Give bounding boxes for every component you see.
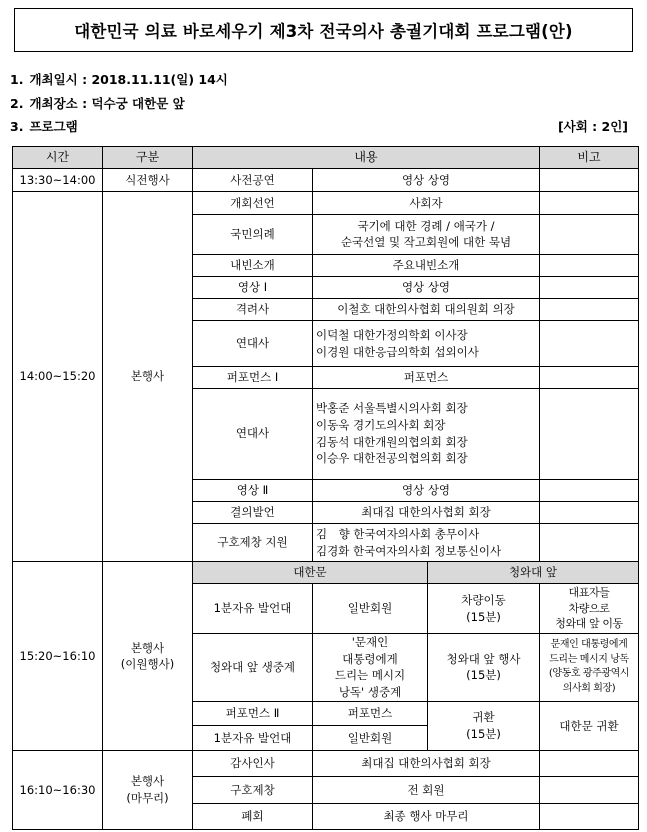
venue-header-daehanmun: 대한문: [193, 562, 428, 584]
note-cell: [540, 321, 639, 366]
item-cell: 청와대 앞 생중계: [193, 633, 313, 701]
detail-cell: [313, 299, 540, 321]
detail-line: 순국선열 및 작고회원에 대한 묵념: [340, 235, 512, 250]
item-cell: 퍼포먼스 Ⅱ: [193, 701, 313, 725]
detail-line: 주요내빈소개: [392, 258, 460, 273]
time-cell: 15:20~16:10: [13, 562, 103, 751]
header-time: 시간: [13, 147, 103, 169]
item-cell: 사전공연: [193, 169, 313, 192]
meta-date-number: 1.: [10, 72, 24, 87]
item-cell: 1분자유 발언대: [193, 584, 313, 633]
right-item-line: 귀환: [472, 710, 495, 725]
detail-cell: 최대집 대한의사협회 회장: [313, 751, 540, 777]
right-note-cell: [540, 633, 639, 701]
detail-cell: 최종 행사 마무리: [313, 803, 540, 829]
detail-cell: [313, 523, 540, 561]
detail-cell: 퍼포먼스: [313, 701, 428, 725]
page-title: 대한민국 의료 바로세우기 제3차 전국의사 총궐기대회 프로그램(안): [14, 8, 633, 52]
detail-line: 드리는 메시지: [334, 668, 406, 683]
note-cell: [540, 388, 639, 479]
detail-cell: 전 회원: [313, 777, 540, 803]
detail-cell: [313, 388, 540, 479]
detail-line: 김경화 한국여자의사회 정보통신이사: [316, 543, 502, 558]
item-cell: 구호제창: [193, 777, 313, 803]
detail-cell: [313, 214, 540, 254]
detail-cell: [313, 277, 540, 299]
category-cell: [103, 562, 193, 751]
table-header-row: [13, 147, 639, 169]
detail-cell: [313, 366, 540, 388]
detail-cell: 일반회원: [313, 726, 428, 751]
right-note-line: 문재인 대통령에게: [550, 639, 628, 651]
meta-date-label: 개최일시 :: [29, 72, 92, 87]
meta-program-label: 프로그램: [29, 119, 78, 134]
meta-place-value: 덕수궁 대한문 앞: [91, 96, 185, 111]
meta-place-label: 개최장소 :: [29, 96, 92, 111]
detail-cell: [313, 479, 540, 501]
detail-line: 최대집 대한의사협회 회장: [361, 505, 491, 520]
item-cell: 영상 Ⅰ: [193, 277, 313, 299]
note-cell: [540, 803, 639, 829]
note-cell: [540, 366, 639, 388]
meta-date: [10, 70, 228, 88]
category-cell: [103, 751, 193, 830]
category-cell: 식전행사: [103, 169, 193, 192]
detail-line: 영상 상영: [401, 280, 451, 295]
detail-cell: [313, 254, 540, 276]
note-cell: [540, 254, 639, 276]
right-note-line: 드리는 메시지 낭독: [549, 653, 629, 665]
item-cell: 1분자유 발언대: [193, 726, 313, 751]
detail-line: 이철호 대한의사협회 대의원회 의장: [337, 302, 515, 317]
time-cell: 13:30~14:00: [13, 169, 103, 192]
detail-line: 사회자: [409, 195, 443, 210]
note-cell: [540, 479, 639, 501]
detail-line: '문재인: [351, 634, 389, 649]
item-cell: 구호제창 지원: [193, 523, 313, 561]
note-cell: [540, 277, 639, 299]
category-line: (마무리): [126, 791, 169, 806]
time-cell: 14:00~15:20: [13, 192, 103, 562]
table-row: [13, 169, 639, 192]
meta-place-number: 2.: [10, 96, 24, 111]
meta-place: [10, 94, 185, 112]
item-cell: 국민의례: [193, 214, 313, 254]
right-item-line: (15분): [466, 727, 501, 742]
note-cell: [540, 192, 639, 214]
right-item-line: (15분): [466, 668, 501, 683]
category-line: 본행사: [130, 774, 165, 789]
item-cell: 폐회: [193, 803, 313, 829]
detail-line: 퍼포먼스: [403, 369, 449, 384]
item-cell: 결의발언: [193, 501, 313, 523]
note-cell: [540, 501, 639, 523]
category-cell: 본행사: [103, 192, 193, 562]
detail-line: 김 향 한국여자의사회 총무이사: [316, 526, 480, 541]
detail-cell: [313, 321, 540, 366]
meta-date-value: 2018.11.11(일) 14시: [91, 72, 228, 87]
note-cell: [540, 214, 639, 254]
right-note-line: 의사회 회장): [562, 682, 616, 694]
right-note-cell: [540, 584, 639, 633]
item-cell: 감사인사: [193, 751, 313, 777]
right-item-cell: [428, 701, 540, 750]
note-cell: [540, 169, 639, 192]
detail-line: 국기에 대한 경례 / 애국가 /: [357, 218, 495, 233]
item-cell: 내빈소개: [193, 254, 313, 276]
detail-cell: [313, 501, 540, 523]
meta-program-number: 3.: [10, 119, 24, 134]
host-note: [사회 : 2인]: [557, 119, 628, 134]
meta-program: [10, 117, 78, 135]
header-note: 비고: [540, 147, 639, 169]
header-content: 내용: [193, 147, 540, 169]
item-cell: 영상 Ⅱ: [193, 479, 313, 501]
detail-line: 대통령에게: [342, 651, 398, 666]
time-cell: 16:10~16:30: [13, 751, 103, 830]
category-line: (이원행사): [120, 657, 175, 672]
table-row: [13, 751, 639, 777]
detail-line: 이동욱 경기도의사회 회장: [316, 418, 446, 433]
right-item-cell: [428, 584, 540, 633]
note-cell: [540, 299, 639, 321]
right-note-line: 대표자들: [568, 585, 610, 599]
right-note-line: (양동호 광주광역시: [548, 668, 630, 680]
table-row: [13, 192, 639, 214]
item-cell: 연대사: [193, 321, 313, 366]
detail-line: 낭독' 생중계: [338, 684, 402, 699]
note-cell: [540, 523, 639, 561]
category-line: 본행사: [130, 640, 165, 655]
item-cell: 연대사: [193, 388, 313, 479]
header-category: 구분: [103, 147, 193, 169]
right-item-line: 차량이동: [461, 592, 506, 607]
right-note-line: 차량으로: [568, 601, 610, 615]
note-cell: [540, 777, 639, 803]
right-note-cell: 대한문 귀환: [540, 701, 639, 750]
detail-line: 이승우 대한전공의협의회 회장: [316, 451, 468, 466]
detail-cell: 영상 상영: [313, 169, 540, 192]
detail-line: 박홍준 서울특별시의사회 회장: [316, 401, 468, 416]
item-cell: 개회선언: [193, 192, 313, 214]
venue-header-bluehouse: 청와대 앞: [428, 562, 639, 584]
right-item-line: (15분): [466, 609, 501, 624]
note-cell: [540, 751, 639, 777]
table-row: [13, 562, 639, 584]
right-item-cell: [428, 633, 540, 701]
detail-line: 영상 상영: [401, 482, 451, 497]
item-cell: 격려사: [193, 299, 313, 321]
detail-cell: [313, 192, 540, 214]
item-cell: 퍼포먼스 Ⅰ: [193, 366, 313, 388]
right-note-line: 청와대 앞 이동: [555, 617, 623, 631]
right-item-line: 청와대 앞 행사: [446, 651, 521, 666]
program-table: [12, 146, 639, 830]
detail-cell: 일반회원: [313, 584, 428, 633]
detail-cell: [313, 633, 428, 701]
detail-line: 이경원 대한응급의학회 섭외이사: [316, 344, 479, 359]
detail-line: 김동석 대한개원의협의회 회장: [316, 434, 468, 449]
detail-line: 이덕철 대한가정의학회 이사장: [316, 327, 468, 342]
